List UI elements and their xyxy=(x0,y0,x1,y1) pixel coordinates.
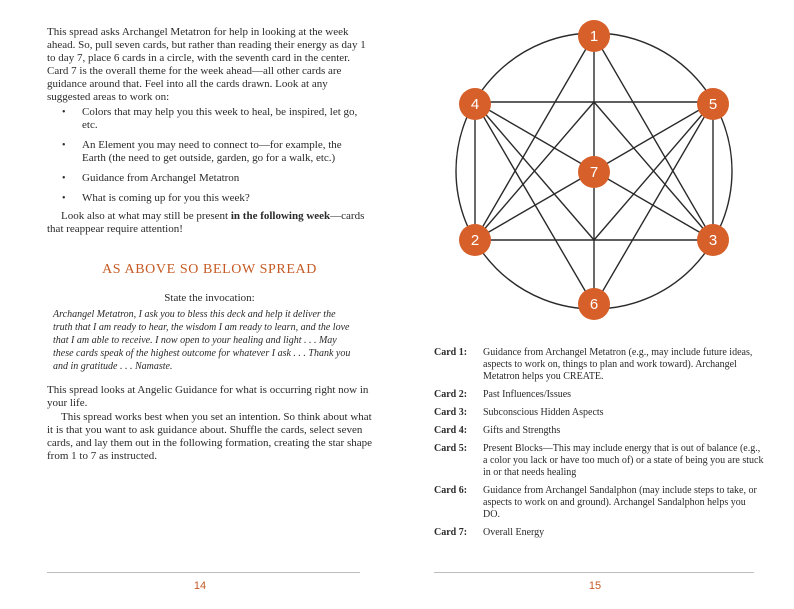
invocation-text: Archangel Metatron, I ask you to bless this deck and help it deliver the truth that I am ready to hear, the wisdom I am ready to learn, and the love that I am able to receive. I now open to your healing and light . . . May these cards speak of the highest outcome for whatever I ask . . . Thank you and in gratitude . . . Namaste. xyxy=(53,309,351,372)
list-item: • An Element you may need to connect to—for example, the Earth (the need to get outside, garden, go for a walk, etc.) xyxy=(62,139,342,164)
card-key: Card 1: xyxy=(434,347,468,358)
bullet-icon: • xyxy=(62,173,66,184)
card-description: Gifts and Strengths xyxy=(483,425,561,436)
card-description: Subconscious Hidden Aspects xyxy=(483,407,604,418)
right-page xyxy=(397,0,794,609)
list-item xyxy=(434,407,764,419)
card-node-label: 5 xyxy=(708,96,718,113)
list-item: • Guidance from Archangel Metatron xyxy=(62,172,240,184)
intro-paragraph: This spread asks Archangel Metatron for help in looking at the week ahead. So, pull seven cards, but rather than reading their energy as day 1 to day 7, place 6 cards in a circle, with the seventh card in the center. Card 7 is the overall theme for the week ahead—all other cards are guidance around that. Feel into all the cards drawn. Look at any suggested areas to work on: xyxy=(47,26,366,103)
card-description: Past Influences/Issues xyxy=(483,389,572,400)
card-node-label: 7 xyxy=(589,164,599,181)
bullet-icon: • xyxy=(62,107,66,118)
card-key: Card 2: xyxy=(434,389,468,400)
page-number-right: 15 xyxy=(588,580,602,592)
card-key: Card 5: xyxy=(434,443,468,454)
list-item xyxy=(434,347,764,383)
card-description: Guidance from Archangel Metatron (e.g., may include future ideas, aspects to work on, things to plan and work toward). Archangel Metatron helps you CREATE. xyxy=(483,347,753,382)
spread-description: This spread looks at Angelic Guidance for what is occurring right now in your life. xyxy=(47,384,369,409)
bullet-icon: • xyxy=(62,193,66,204)
card-key: Card 7: xyxy=(434,527,468,538)
page-number-left: 14 xyxy=(193,580,207,592)
instructions-paragraph: This spread works best when you set an intention. So think about what it is that you want to ask guidance about. Shuffle the cards, select seven cards, and lay them out in the following formation, creating the star shape from 1 to 7 as instructed. xyxy=(47,411,373,462)
bullet-icon: • xyxy=(62,140,66,151)
card-node-label: 1 xyxy=(589,28,599,45)
following-week-paragraph: Look also at what may still be present in the following week—cards that reappear require attention! xyxy=(47,210,365,235)
list-item xyxy=(434,443,764,479)
card-meanings-list xyxy=(434,347,764,545)
card-description: Guidance from Archangel Sandalphon (may include steps to take, or aspects to work on and ground). Archangel Sandalphon helps you DO. xyxy=(483,485,757,520)
footer-rule xyxy=(434,572,754,573)
list-item xyxy=(434,527,764,539)
emphasis-text: in the following week xyxy=(230,210,331,222)
card-node-label: 6 xyxy=(589,296,599,313)
footer-rule xyxy=(47,572,360,573)
list-item: • Colors that may help you this week to heal, be inspired, let go, etc. xyxy=(62,106,358,131)
card-node-label: 2 xyxy=(470,232,480,249)
spread-diagram xyxy=(447,14,747,326)
card-key: Card 3: xyxy=(434,407,468,418)
card-key: Card 6: xyxy=(434,485,468,496)
list-item xyxy=(434,389,764,401)
card-description: Overall Energy xyxy=(483,527,545,538)
card-description: Present Blocks—This may include energy that is out of balance (e.g., a color you lack or have too much of) or a state of being you are stuck in or that needs healing xyxy=(483,443,764,478)
card-node-label: 3 xyxy=(708,232,718,249)
list-item xyxy=(434,425,764,437)
suggested-areas-list xyxy=(62,106,367,212)
section-heading: AS ABOVE SO BELOW SPREAD xyxy=(102,262,317,277)
list-item: • What is coming up for you this week? xyxy=(62,192,250,204)
list-item xyxy=(434,485,764,521)
card-node-label: 4 xyxy=(470,96,480,113)
card-key: Card 4: xyxy=(434,425,468,436)
invocation-label: State the invocation: xyxy=(164,292,255,304)
